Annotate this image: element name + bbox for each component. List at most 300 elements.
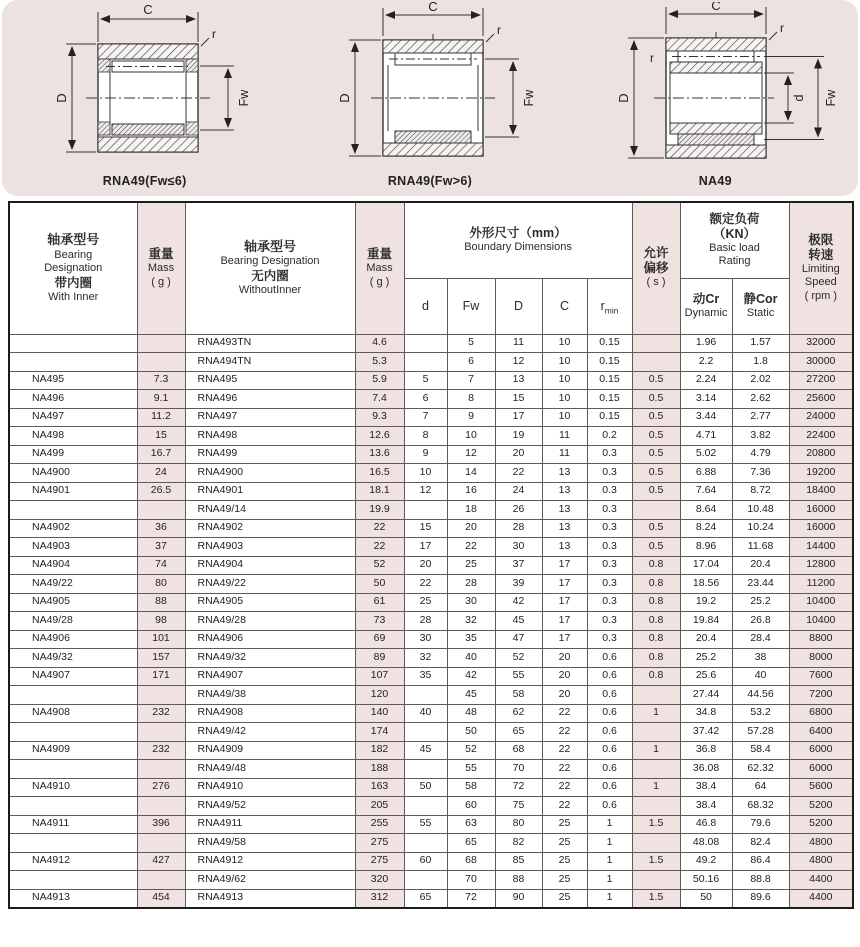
cell-dim-rmin: 0.3 <box>587 445 632 464</box>
cell-dim-rmin: 0.3 <box>587 612 632 631</box>
cell-mass-without-inner: 73 <box>355 612 404 631</box>
cell-designation-with-inner: NA4908 <box>9 704 137 723</box>
cell-dim-d: 25 <box>404 593 447 612</box>
table-row <box>9 519 853 538</box>
cell-dim-fw: 70 <box>447 871 495 890</box>
table-row <box>9 852 853 871</box>
cell-dim-outer-diameter: 62 <box>495 704 542 723</box>
cell-dim-fw: 10 <box>447 427 495 446</box>
cell-dim-rmin: 0.15 <box>587 390 632 409</box>
cell-misalignment-s <box>632 760 680 779</box>
cell-mass-with-inner: 16.7 <box>137 445 185 464</box>
cell-designation-with-inner: NA495 <box>9 371 137 390</box>
cell-dim-outer-diameter: 26 <box>495 501 542 520</box>
cell-designation-with-inner <box>9 760 137 779</box>
cell-dim-width-c: 17 <box>542 575 587 594</box>
header-dim-label: D <box>513 299 524 313</box>
cell-limiting-speed: 6000 <box>789 760 853 779</box>
cell-limiting-speed: 4800 <box>789 852 853 871</box>
table-row <box>9 797 853 816</box>
cell-dim-rmin: 0.3 <box>587 482 632 501</box>
cell-mass-with-inner: 37 <box>137 538 185 557</box>
cell-dim-width-c: 13 <box>542 538 587 557</box>
cell-dim-fw: 68 <box>447 852 495 871</box>
header-cn: （KN） <box>713 226 757 241</box>
table-row <box>9 649 853 668</box>
cell-dim-outer-diameter: 90 <box>495 889 542 908</box>
cell-designation-without-inner: RNA4907 <box>185 667 355 686</box>
cell-designation-with-inner <box>9 353 137 372</box>
cell-designation-without-inner: RNA497 <box>185 408 355 427</box>
dimension-label-bore-fw: Fw <box>824 89 839 107</box>
cell-mass-without-inner: 205 <box>355 797 404 816</box>
cell-dim-d: 20 <box>404 556 447 575</box>
cell-designation-without-inner: RNA49/32 <box>185 649 355 668</box>
cell-dim-rmin: 0.3 <box>587 593 632 612</box>
cell-dim-rmin: 1 <box>587 871 632 890</box>
cell-designation-without-inner: RNA4912 <box>185 852 355 871</box>
cell-load-dynamic-cr: 50 <box>680 889 732 908</box>
cell-dim-d <box>404 686 447 705</box>
header-en: WithoutInner <box>238 284 302 297</box>
bearing-drawing-3 <box>588 2 842 176</box>
cell-load-static-cor: 1.8 <box>732 353 789 372</box>
dimension-label-outer-diameter: D <box>53 93 69 103</box>
cell-misalignment-s: 1.5 <box>632 815 680 834</box>
cell-designation-with-inner: NA49/28 <box>9 612 137 631</box>
cell-dim-rmin: 1 <box>587 852 632 871</box>
cell-designation-without-inner: RNA49/22 <box>185 575 355 594</box>
cell-dim-rmin: 0.15 <box>587 408 632 427</box>
cell-load-dynamic-cr: 8.64 <box>680 501 732 520</box>
cell-load-static-cor: 68.32 <box>732 797 789 816</box>
cell-misalignment-s: 0.5 <box>632 464 680 483</box>
cell-designation-without-inner: RNA493TN <box>185 334 355 353</box>
header-cn: 静Cor <box>743 291 778 306</box>
table-wrapper <box>8 201 860 909</box>
cell-designation-with-inner: NA4903 <box>9 538 137 557</box>
cell-designation-with-inner <box>9 797 137 816</box>
cell-designation-with-inner <box>9 871 137 890</box>
cell-dim-rmin: 0.6 <box>587 704 632 723</box>
header-cn: 允许 <box>643 246 669 261</box>
cell-load-static-cor: 79.6 <box>732 815 789 834</box>
cell-mass-without-inner: 275 <box>355 852 404 871</box>
cell-dim-width-c: 17 <box>542 593 587 612</box>
table-row <box>9 612 853 631</box>
cell-load-static-cor: 3.82 <box>732 427 789 446</box>
cell-limiting-speed: 6000 <box>789 741 853 760</box>
cell-mass-without-inner: 188 <box>355 760 404 779</box>
cell-misalignment-s: 1.5 <box>632 889 680 908</box>
cell-load-static-cor: 2.02 <box>732 371 789 390</box>
table-row <box>9 408 853 427</box>
cell-limiting-speed: 12800 <box>789 556 853 575</box>
cell-designation-with-inner: NA4905 <box>9 593 137 612</box>
cell-dim-d <box>404 723 447 742</box>
cell-dim-fw: 52 <box>447 741 495 760</box>
cell-load-dynamic-cr: 27.44 <box>680 686 732 705</box>
cell-dim-fw: 48 <box>447 704 495 723</box>
cell-limiting-speed: 4400 <box>789 889 853 908</box>
header-mass-without-inner <box>355 202 404 334</box>
cell-limiting-speed: 6800 <box>789 704 853 723</box>
cell-misalignment-s: 0.5 <box>632 482 680 501</box>
cell-mass-with-inner: 11.2 <box>137 408 185 427</box>
cell-limiting-speed: 32000 <box>789 334 853 353</box>
cell-dim-outer-diameter: 37 <box>495 556 542 575</box>
cell-load-dynamic-cr: 8.96 <box>680 538 732 557</box>
dimension-label-r: r <box>496 23 501 37</box>
dimension-label-bore-fw: Fw <box>236 89 251 107</box>
cell-mass-with-inner: 232 <box>137 741 185 760</box>
cell-dim-outer-diameter: 17 <box>495 408 542 427</box>
cell-dim-width-c: 20 <box>542 686 587 705</box>
cell-limiting-speed: 5200 <box>789 797 853 816</box>
cell-dim-width-c: 10 <box>542 408 587 427</box>
cell-limiting-speed: 5200 <box>789 815 853 834</box>
cell-limiting-speed: 6400 <box>789 723 853 742</box>
table-row <box>9 482 853 501</box>
cell-misalignment-s: 0.8 <box>632 630 680 649</box>
cell-dim-outer-diameter: 88 <box>495 871 542 890</box>
cell-dim-d: 6 <box>404 390 447 409</box>
header-dim-rmin <box>587 278 632 334</box>
diagram-caption: RNA49(Fw≤6) <box>102 174 187 188</box>
header-unit: ( s ) <box>646 276 666 289</box>
header-basic-load-group <box>680 202 789 278</box>
table-row <box>9 741 853 760</box>
cell-dim-rmin: 0.6 <box>587 797 632 816</box>
header-mass-with-inner <box>137 202 185 334</box>
cell-designation-with-inner: NA4910 <box>9 778 137 797</box>
cell-limiting-speed: 19200 <box>789 464 853 483</box>
table-row <box>9 630 853 649</box>
cell-dim-rmin: 0.3 <box>587 538 632 557</box>
cell-load-dynamic-cr: 38.4 <box>680 778 732 797</box>
cell-dim-d: 50 <box>404 778 447 797</box>
cell-dim-width-c: 11 <box>542 445 587 464</box>
cell-mass-without-inner: 18.1 <box>355 482 404 501</box>
cell-load-static-cor: 2.62 <box>732 390 789 409</box>
cell-load-dynamic-cr: 8.24 <box>680 519 732 538</box>
cell-misalignment-s <box>632 871 680 890</box>
table-row <box>9 556 853 575</box>
cell-dim-width-c: 22 <box>542 778 587 797</box>
cell-limiting-speed: 16000 <box>789 519 853 538</box>
header-unit: ( g ) <box>151 275 171 288</box>
dimension-label-outer-diameter: D <box>336 93 352 103</box>
cell-mass-without-inner: 182 <box>355 741 404 760</box>
cell-dim-outer-diameter: 28 <box>495 519 542 538</box>
cell-designation-without-inner: RNA49/28 <box>185 612 355 631</box>
cell-dim-width-c: 13 <box>542 501 587 520</box>
table-row <box>9 667 853 686</box>
cell-dim-fw: 30 <box>447 593 495 612</box>
table-row <box>9 889 853 908</box>
cell-mass-without-inner: 5.9 <box>355 371 404 390</box>
cell-dim-rmin: 0.2 <box>587 427 632 446</box>
cell-load-dynamic-cr: 25.2 <box>680 649 732 668</box>
cell-load-static-cor: 64 <box>732 778 789 797</box>
cell-load-static-cor: 8.72 <box>732 482 789 501</box>
cell-dim-outer-diameter: 11 <box>495 334 542 353</box>
cell-dim-fw: 60 <box>447 797 495 816</box>
cell-dim-outer-diameter: 22 <box>495 464 542 483</box>
dimension-label-bore-fw: Fw <box>521 89 536 107</box>
header-misalignment <box>632 202 680 334</box>
cell-designation-with-inner: NA4901 <box>9 482 137 501</box>
bearing-diagram-na49 <box>588 2 842 188</box>
cell-dim-rmin: 0.6 <box>587 649 632 668</box>
cell-dim-fw: 40 <box>447 649 495 668</box>
cell-dim-outer-diameter: 52 <box>495 649 542 668</box>
cell-mass-with-inner <box>137 760 185 779</box>
cell-mass-without-inner: 13.6 <box>355 445 404 464</box>
cell-dim-fw: 42 <box>447 667 495 686</box>
cell-dim-d <box>404 334 447 353</box>
header-en: Dynamic <box>684 306 728 319</box>
header-en: Rating <box>718 255 751 268</box>
header-en: Basic load <box>709 241 760 254</box>
cell-dim-width-c: 25 <box>542 889 587 908</box>
cell-dim-d <box>404 353 447 372</box>
cell-dim-width-c: 25 <box>542 815 587 834</box>
cell-dim-width-c: 22 <box>542 704 587 723</box>
cell-load-dynamic-cr: 25.6 <box>680 667 732 686</box>
cell-limiting-speed: 10400 <box>789 612 853 631</box>
cell-mass-with-inner: 74 <box>137 556 185 575</box>
cell-mass-with-inner: 454 <box>137 889 185 908</box>
cell-dim-rmin: 0.3 <box>587 630 632 649</box>
cell-dim-fw: 16 <box>447 482 495 501</box>
cell-load-static-cor: 38 <box>732 649 789 668</box>
cell-dim-rmin: 0.6 <box>587 741 632 760</box>
cell-mass-with-inner: 98 <box>137 612 185 631</box>
header-dim-label: d <box>422 299 429 313</box>
cell-dim-d <box>404 501 447 520</box>
cell-dim-fw: 7 <box>447 371 495 390</box>
header-designation-without-inner <box>185 202 355 334</box>
cell-mass-without-inner: 50 <box>355 575 404 594</box>
cell-load-static-cor: 11.68 <box>732 538 789 557</box>
cell-dim-fw: 14 <box>447 464 495 483</box>
cell-load-dynamic-cr: 48.08 <box>680 834 732 853</box>
cell-load-static-cor: 86.4 <box>732 852 789 871</box>
cell-limiting-speed: 4400 <box>789 871 853 890</box>
table-row <box>9 334 853 353</box>
table-row <box>9 575 853 594</box>
cell-designation-without-inner: RNA4913 <box>185 889 355 908</box>
cell-mass-with-inner: 88 <box>137 593 185 612</box>
cell-limiting-speed: 8800 <box>789 630 853 649</box>
table-row <box>9 760 853 779</box>
cell-dim-width-c: 25 <box>542 852 587 871</box>
cell-limiting-speed: 18400 <box>789 482 853 501</box>
table-row <box>9 834 853 853</box>
bearing-diagram-rna49-fw-le6 <box>18 2 272 188</box>
cell-load-dynamic-cr: 7.64 <box>680 482 732 501</box>
cell-designation-without-inner: RNA499 <box>185 445 355 464</box>
cell-designation-without-inner: RNA49/52 <box>185 797 355 816</box>
cell-load-static-cor: 40 <box>732 667 789 686</box>
cell-limiting-speed: 30000 <box>789 353 853 372</box>
cell-mass-with-inner <box>137 334 185 353</box>
cell-limiting-speed: 14400 <box>789 538 853 557</box>
cell-misalignment-s <box>632 501 680 520</box>
cell-mass-with-inner: 24 <box>137 464 185 483</box>
cell-load-static-cor: 44.56 <box>732 686 789 705</box>
cell-designation-with-inner: NA4913 <box>9 889 137 908</box>
cell-dim-fw: 20 <box>447 519 495 538</box>
cell-designation-without-inner: RNA49/42 <box>185 723 355 742</box>
table-row <box>9 686 853 705</box>
table-row <box>9 704 853 723</box>
table-row <box>9 723 853 742</box>
cell-misalignment-s: 0.8 <box>632 575 680 594</box>
cell-mass-without-inner: 12.6 <box>355 427 404 446</box>
table-row <box>9 593 853 612</box>
cell-misalignment-s: 1 <box>632 778 680 797</box>
header-unit: ( rpm ) <box>804 290 837 303</box>
cell-designation-without-inner: RNA49/48 <box>185 760 355 779</box>
header-en: Limiting <box>801 262 840 275</box>
cell-designation-without-inner: RNA4902 <box>185 519 355 538</box>
cell-designation-without-inner: RNA4906 <box>185 630 355 649</box>
cell-dim-width-c: 17 <box>542 630 587 649</box>
cell-load-static-cor: 89.6 <box>732 889 789 908</box>
cell-mass-without-inner: 107 <box>355 667 404 686</box>
cell-dim-d <box>404 834 447 853</box>
cell-limiting-speed: 7600 <box>789 667 853 686</box>
header-en: Speed <box>804 276 837 289</box>
cell-designation-with-inner: NA499 <box>9 445 137 464</box>
cell-load-static-cor: 23.44 <box>732 575 789 594</box>
bearing-diagram-rna49-fw-gt6 <box>303 2 557 188</box>
cell-dim-outer-diameter: 70 <box>495 760 542 779</box>
cell-dim-rmin: 0.3 <box>587 501 632 520</box>
cell-load-dynamic-cr: 6.88 <box>680 464 732 483</box>
cell-mass-with-inner: 276 <box>137 778 185 797</box>
cell-dim-width-c: 22 <box>542 723 587 742</box>
cell-load-static-cor: 57.28 <box>732 723 789 742</box>
cell-load-static-cor: 58.4 <box>732 741 789 760</box>
cell-mass-without-inner: 312 <box>355 889 404 908</box>
cell-designation-with-inner <box>9 834 137 853</box>
table-row <box>9 501 853 520</box>
cell-dim-rmin: 0.15 <box>587 371 632 390</box>
cell-mass-with-inner: 232 <box>137 704 185 723</box>
header-limiting-speed <box>789 202 853 334</box>
cell-load-static-cor: 28.4 <box>732 630 789 649</box>
cell-load-dynamic-cr: 38.4 <box>680 797 732 816</box>
table-row <box>9 353 853 372</box>
cell-mass-without-inner: 7.4 <box>355 390 404 409</box>
cell-dim-d: 45 <box>404 741 447 760</box>
cell-dim-d <box>404 871 447 890</box>
cell-load-static-cor: 88.8 <box>732 871 789 890</box>
cell-dim-rmin: 0.6 <box>587 760 632 779</box>
cell-dim-width-c: 10 <box>542 371 587 390</box>
table-row <box>9 815 853 834</box>
cell-load-dynamic-cr: 34.8 <box>680 704 732 723</box>
cell-dim-d: 32 <box>404 649 447 668</box>
cell-designation-without-inner: RNA49/38 <box>185 686 355 705</box>
header-en: Mass <box>366 262 393 274</box>
cell-limiting-speed: 25600 <box>789 390 853 409</box>
cell-dim-d: 12 <box>404 482 447 501</box>
cell-load-static-cor: 10.24 <box>732 519 789 538</box>
cell-load-dynamic-cr: 17.04 <box>680 556 732 575</box>
cell-designation-without-inner: RNA49/58 <box>185 834 355 853</box>
cell-misalignment-s: 0.8 <box>632 556 680 575</box>
header-en: Boundary Dimensions <box>464 240 572 253</box>
cell-dim-fw: 50 <box>447 723 495 742</box>
cell-load-dynamic-cr: 18.56 <box>680 575 732 594</box>
cell-load-dynamic-cr: 50.16 <box>680 871 732 890</box>
cell-load-dynamic-cr: 49.2 <box>680 852 732 871</box>
cell-load-dynamic-cr: 5.02 <box>680 445 732 464</box>
cell-dim-outer-diameter: 13 <box>495 371 542 390</box>
cell-dim-width-c: 13 <box>542 519 587 538</box>
cell-misalignment-s <box>632 723 680 742</box>
cell-misalignment-s: 0.5 <box>632 519 680 538</box>
header-cn: 额定负荷 <box>709 211 760 226</box>
cell-misalignment-s: 0.8 <box>632 612 680 631</box>
cell-dim-d: 10 <box>404 464 447 483</box>
cell-designation-without-inner: RNA4909 <box>185 741 355 760</box>
cell-designation-without-inner: RNA4905 <box>185 593 355 612</box>
cell-dim-rmin: 1 <box>587 889 632 908</box>
cell-mass-with-inner: 80 <box>137 575 185 594</box>
cell-mass-without-inner: 69 <box>355 630 404 649</box>
cell-limiting-speed: 22400 <box>789 427 853 446</box>
cell-limiting-speed: 11200 <box>789 575 853 594</box>
cell-dim-rmin: 1 <box>587 815 632 834</box>
cell-mass-with-inner <box>137 723 185 742</box>
cell-mass-with-inner: 15 <box>137 427 185 446</box>
cell-dim-outer-diameter: 65 <box>495 723 542 742</box>
cell-load-dynamic-cr: 1.96 <box>680 334 732 353</box>
cell-dim-d <box>404 760 447 779</box>
cell-misalignment-s: 0.8 <box>632 667 680 686</box>
cell-load-static-cor: 7.36 <box>732 464 789 483</box>
cell-load-dynamic-cr: 4.71 <box>680 427 732 446</box>
cell-dim-d: 17 <box>404 538 447 557</box>
header-cn: 重量 <box>148 247 174 261</box>
cell-designation-without-inner: RNA4908 <box>185 704 355 723</box>
cell-dim-outer-diameter: 72 <box>495 778 542 797</box>
cell-dim-outer-diameter: 20 <box>495 445 542 464</box>
header-cn: 轴承型号 <box>243 238 296 254</box>
cell-dim-width-c: 11 <box>542 427 587 446</box>
cell-dim-fw: 9 <box>447 408 495 427</box>
cell-dim-outer-diameter: 30 <box>495 538 542 557</box>
cell-dim-d: 30 <box>404 630 447 649</box>
cell-dim-d: 15 <box>404 519 447 538</box>
cell-limiting-speed: 4800 <box>789 834 853 853</box>
header-dim-fw <box>447 278 495 334</box>
cell-load-static-cor: 25.2 <box>732 593 789 612</box>
cell-mass-with-inner <box>137 834 185 853</box>
header-en: Bearing <box>54 248 93 261</box>
cell-mass-without-inner: 4.6 <box>355 334 404 353</box>
cell-dim-d: 35 <box>404 667 447 686</box>
cell-mass-with-inner: 171 <box>137 667 185 686</box>
header-dim-subscript: min <box>604 305 619 316</box>
cell-mass-with-inner: 26.5 <box>137 482 185 501</box>
dimension-label-r: r <box>211 27 216 41</box>
